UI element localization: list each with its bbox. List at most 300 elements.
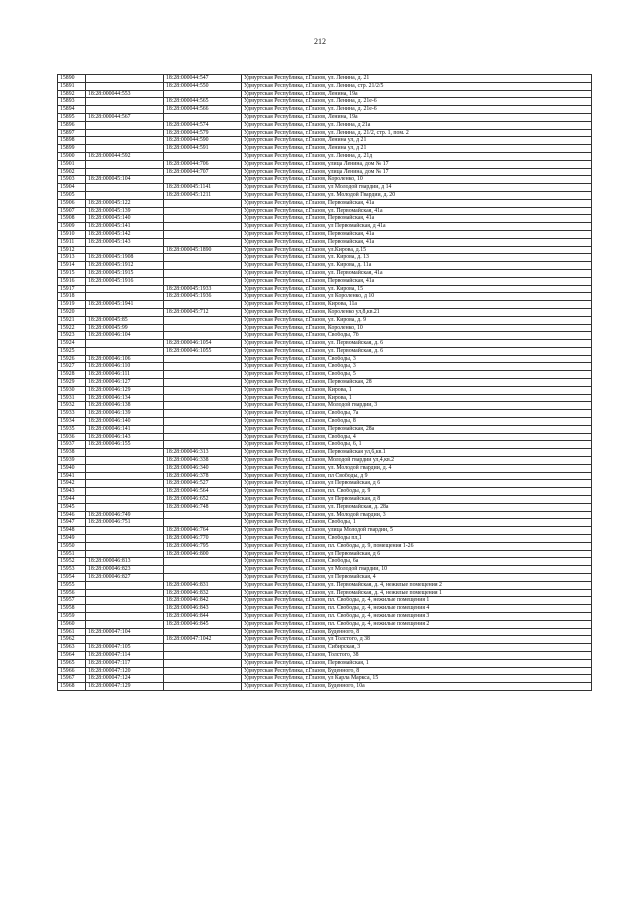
row-number-cell: 15899	[58, 145, 86, 153]
address-cell: Удмуртская Республика, г.Глазов, пл. Свободы, д. 4, нежилые помещения 4	[242, 605, 592, 613]
table-row	[58, 129, 592, 137]
address-cell: Удмуртская Республика, г.Глазов, Кирова, 1	[242, 394, 592, 402]
row-number-cell: 15952	[58, 558, 86, 566]
address-cell: Удмуртская Республика, г.Глазов, ул. Ленина, д. 21д	[242, 152, 592, 160]
address-cell: Удмуртская Республика, г.Глазов, ул. Ленина, д 21а	[242, 121, 592, 129]
row-number-cell: 15965	[58, 659, 86, 667]
building-cadastral-number-cell: 18:28:000046:832	[164, 589, 242, 597]
land-cadastral-number-cell	[86, 605, 164, 613]
land-cadastral-number-cell	[86, 145, 164, 153]
address-cell: Удмуртская Республика, г.Глазов, ул Молодой гвардии, д 14	[242, 184, 592, 192]
address-cell: Удмуртская Республика, г.Глазов, Свободы, 7а	[242, 410, 592, 418]
land-cadastral-number-cell: 18:28:000045:142	[86, 230, 164, 238]
row-number-cell: 15955	[58, 581, 86, 589]
address-cell: Удмуртская Республика, г.Глазов, Свободы, 5	[242, 371, 592, 379]
table-row	[58, 75, 592, 83]
table-row	[58, 558, 592, 566]
land-cadastral-number-cell	[86, 550, 164, 558]
address-cell: Удмуртская Республика, г.Глазов, ул Карла Маркса, 15	[242, 675, 592, 683]
land-cadastral-number-cell: 18:28:000047:124	[86, 675, 164, 683]
land-cadastral-number-cell	[86, 285, 164, 293]
building-cadastral-number-cell	[164, 441, 242, 449]
land-cadastral-number-cell	[86, 620, 164, 628]
row-number-cell: 15957	[58, 597, 86, 605]
land-cadastral-number-cell	[86, 98, 164, 106]
table-row	[58, 347, 592, 355]
building-cadastral-number-cell	[164, 254, 242, 262]
row-number-cell: 15908	[58, 215, 86, 223]
building-cadastral-number-cell	[164, 199, 242, 207]
row-number-cell: 15958	[58, 605, 86, 613]
building-cadastral-number-cell: 18:28:000046:770	[164, 535, 242, 543]
building-cadastral-number-cell: 18:28:000045:712	[164, 308, 242, 316]
row-number-cell: 15964	[58, 651, 86, 659]
table-row	[58, 511, 592, 519]
land-cadastral-number-cell: 18:28:000046:138	[86, 402, 164, 410]
building-cadastral-number-cell	[164, 651, 242, 659]
land-cadastral-number-cell: 18:28:000045:122	[86, 199, 164, 207]
address-cell: Удмуртская Республика, г.Глазов, ул. Кирова, 15	[242, 285, 592, 293]
row-number-cell: 15966	[58, 667, 86, 675]
land-cadastral-number-cell	[86, 293, 164, 301]
land-cadastral-number-cell	[86, 75, 164, 83]
table-row	[58, 449, 592, 457]
table-body	[58, 75, 592, 691]
table-row	[58, 527, 592, 535]
address-cell: Удмуртская Республика, г.Глазов, ул.Кирова, д.15	[242, 246, 592, 254]
row-number-cell: 15959	[58, 612, 86, 620]
land-cadastral-number-cell	[86, 347, 164, 355]
table-row	[58, 379, 592, 387]
row-number-cell: 15933	[58, 410, 86, 418]
table-row	[58, 659, 592, 667]
land-cadastral-number-cell: 18:28:000047:120	[86, 667, 164, 675]
building-cadastral-number-cell: 18:28:000044:706	[164, 160, 242, 168]
table-row	[58, 581, 592, 589]
address-cell: Удмуртская Республика, г.Глазов, Первомайская, 41а	[242, 238, 592, 246]
table-row	[58, 371, 592, 379]
table-row	[58, 542, 592, 550]
building-cadastral-number-cell	[164, 402, 242, 410]
building-cadastral-number-cell	[164, 332, 242, 340]
building-cadastral-number-cell	[164, 113, 242, 121]
building-cadastral-number-cell	[164, 628, 242, 636]
building-cadastral-number-cell	[164, 566, 242, 574]
address-cell: Удмуртская Республика, г.Глазов, Короленко ул,8,кв.21	[242, 308, 592, 316]
building-cadastral-number-cell	[164, 355, 242, 363]
building-cadastral-number-cell	[164, 269, 242, 277]
address-cell: Удмуртская Республика, г.Глазов, Свободы, 4	[242, 433, 592, 441]
table-row	[58, 636, 592, 644]
table-row	[58, 246, 592, 254]
land-cadastral-number-cell: 18:28:000044:553	[86, 90, 164, 98]
building-cadastral-number-cell: 18:28:000046:313	[164, 449, 242, 457]
building-cadastral-number-cell: 18:28:000046:564	[164, 488, 242, 496]
land-cadastral-number-cell	[86, 535, 164, 543]
building-cadastral-number-cell	[164, 379, 242, 387]
row-number-cell: 15931	[58, 394, 86, 402]
row-number-cell: 15924	[58, 340, 86, 348]
row-number-cell: 15896	[58, 121, 86, 129]
land-cadastral-number-cell: 18:28:000047:114	[86, 651, 164, 659]
address-cell: Удмуртская Республика, г.Глазов, Ленина, 19а	[242, 90, 592, 98]
address-cell: Удмуртская Республика, г.Глазов, Буденного, 8	[242, 628, 592, 636]
row-number-cell: 15926	[58, 355, 86, 363]
row-number-cell: 15939	[58, 457, 86, 465]
address-cell: Удмуртская Республика, г.Глазов, пл. Свободы, д. 4, нежилые помещения 1	[242, 597, 592, 605]
building-cadastral-number-cell	[164, 418, 242, 426]
table-row	[58, 199, 592, 207]
table-row	[58, 566, 592, 574]
building-cadastral-number-cell: 18:28:000046:843	[164, 605, 242, 613]
building-cadastral-number-cell	[164, 207, 242, 215]
table-row	[58, 355, 592, 363]
address-cell: Удмуртская Республика, г.Глазов, ул. Кирова, д. 11а	[242, 262, 592, 270]
building-cadastral-number-cell: 18:28:000045:1141	[164, 184, 242, 192]
table-row	[58, 301, 592, 309]
row-number-cell: 15942	[58, 480, 86, 488]
building-cadastral-number-cell: 18:28:000047:1042	[164, 636, 242, 644]
table-row	[58, 230, 592, 238]
address-cell: Удмуртская Республика, г.Глазов, ул. Первомайская, д. 28а	[242, 503, 592, 511]
row-number-cell: 15950	[58, 542, 86, 550]
land-cadastral-number-cell: 18:28:000046:823	[86, 566, 164, 574]
table-row	[58, 394, 592, 402]
address-cell: Удмуртская Республика, г.Глазов, пл. Свободы, д. 9, помещения 1-26	[242, 542, 592, 550]
address-cell: Удмуртская Республика, г.Глазов, Толстого, 38	[242, 651, 592, 659]
land-cadastral-number-cell: 18:28:000046:749	[86, 511, 164, 519]
table-row	[58, 433, 592, 441]
land-cadastral-number-cell	[86, 160, 164, 168]
table-row	[58, 410, 592, 418]
building-cadastral-number-cell: 18:28:000044:565	[164, 98, 242, 106]
address-cell: Удмуртская Республика, г.Глазов, Сибирская, 3	[242, 644, 592, 652]
land-cadastral-number-cell	[86, 308, 164, 316]
building-cadastral-number-cell	[164, 316, 242, 324]
address-cell: Удмуртская Республика, г.Глазов, ул. Первомайская, д. 6	[242, 347, 592, 355]
address-cell: Удмуртская Республика, г.Глазов, Свободы пл,1	[242, 535, 592, 543]
building-cadastral-number-cell	[164, 262, 242, 270]
land-cadastral-number-cell	[86, 480, 164, 488]
table-row	[58, 98, 592, 106]
land-cadastral-number-cell: 18:28:000046:155	[86, 441, 164, 449]
land-cadastral-number-cell	[86, 457, 164, 465]
address-cell: Удмуртская Республика, г.Глазов, ул Молодой гвардии, 10	[242, 566, 592, 574]
address-cell: Удмуртская Республика, г.Глазов, Молодой гвардии ул,4,кв.2	[242, 457, 592, 465]
row-number-cell: 15947	[58, 519, 86, 527]
table-row	[58, 363, 592, 371]
address-cell: Удмуртская Республика, г.Глазов, ул. Ленина, д. 21е-6	[242, 106, 592, 114]
building-cadastral-number-cell	[164, 659, 242, 667]
land-cadastral-number-cell: 18:28:000045:139	[86, 207, 164, 215]
table-row	[58, 254, 592, 262]
row-number-cell: 15923	[58, 332, 86, 340]
land-cadastral-number-cell: 18:28:000046:141	[86, 425, 164, 433]
row-number-cell: 15949	[58, 535, 86, 543]
row-number-cell: 15930	[58, 386, 86, 394]
land-cadastral-number-cell	[86, 191, 164, 199]
table-row	[58, 519, 592, 527]
address-cell: Удмуртская Республика, г.Глазов, Первомайская, 28а	[242, 425, 592, 433]
building-cadastral-number-cell	[164, 683, 242, 691]
row-number-cell: 15934	[58, 418, 86, 426]
table-row	[58, 488, 592, 496]
row-number-cell: 15929	[58, 379, 86, 387]
row-number-cell: 15954	[58, 574, 86, 582]
building-cadastral-number-cell: 18:28:000044:590	[164, 137, 242, 145]
row-number-cell: 15890	[58, 75, 86, 83]
building-cadastral-number-cell: 18:28:000046:800	[164, 550, 242, 558]
address-cell: Удмуртская Республика, г.Глазов, ул Короленко, д 10	[242, 293, 592, 301]
address-cell: Удмуртская Республика, г.Глазов, Первомайская, 41а	[242, 215, 592, 223]
land-cadastral-number-cell	[86, 503, 164, 511]
land-cadastral-number-cell	[86, 129, 164, 137]
building-cadastral-number-cell	[164, 371, 242, 379]
address-cell: Удмуртская Республика, г.Глазов, Первомайская, 1	[242, 659, 592, 667]
land-cadastral-number-cell	[86, 597, 164, 605]
land-cadastral-number-cell: 18:28:000045:1916	[86, 277, 164, 285]
row-number-cell: 15938	[58, 449, 86, 457]
table-row	[58, 472, 592, 480]
table-row	[58, 113, 592, 121]
row-number-cell: 15920	[58, 308, 86, 316]
table-row	[58, 277, 592, 285]
address-cell: Удмуртская Республика, г.Глазов, Короленко, 10	[242, 324, 592, 332]
land-cadastral-number-cell	[86, 527, 164, 535]
land-cadastral-number-cell: 18:28:000046:106	[86, 355, 164, 363]
building-cadastral-number-cell	[164, 301, 242, 309]
table-row	[58, 285, 592, 293]
land-cadastral-number-cell	[86, 121, 164, 129]
row-number-cell: 15932	[58, 402, 86, 410]
building-cadastral-number-cell: 18:28:000045:1933	[164, 285, 242, 293]
row-number-cell: 15901	[58, 160, 86, 168]
table-row	[58, 184, 592, 192]
row-number-cell: 15918	[58, 293, 86, 301]
building-cadastral-number-cell	[164, 519, 242, 527]
building-cadastral-number-cell: 18:28:000046:795	[164, 542, 242, 550]
row-number-cell: 15917	[58, 285, 86, 293]
building-cadastral-number-cell: 18:28:000046:338	[164, 457, 242, 465]
building-cadastral-number-cell: 18:28:000045:1211	[164, 191, 242, 199]
table-row	[58, 191, 592, 199]
table-row	[58, 425, 592, 433]
row-number-cell: 15935	[58, 425, 86, 433]
table-row	[58, 457, 592, 465]
table-row	[58, 503, 592, 511]
row-number-cell: 15904	[58, 184, 86, 192]
address-cell: Удмуртская Республика, г.Глазов, ул. Первомайская, 41а	[242, 207, 592, 215]
row-number-cell: 15960	[58, 620, 86, 628]
table-row	[58, 262, 592, 270]
table-row	[58, 480, 592, 488]
address-cell: Удмуртская Республика, г.Глазов, ул. Первомайская, д. 6	[242, 340, 592, 348]
row-number-cell: 15910	[58, 230, 86, 238]
land-cadastral-number-cell	[86, 340, 164, 348]
address-cell: Удмуртская Республика, г.Глазов, пл. Свободы, д. 4, нежилые помещения 2	[242, 620, 592, 628]
table-row	[58, 238, 592, 246]
row-number-cell: 15892	[58, 90, 86, 98]
row-number-cell: 15893	[58, 98, 86, 106]
row-number-cell: 15913	[58, 254, 86, 262]
land-cadastral-number-cell: 18:28:000045:1908	[86, 254, 164, 262]
table-row	[58, 612, 592, 620]
address-cell: Удмуртская Республика, г.Глазов, Первомайская, 41а	[242, 199, 592, 207]
land-cadastral-number-cell: 18:28:000044:592	[86, 152, 164, 160]
row-number-cell: 15905	[58, 191, 86, 199]
building-cadastral-number-cell: 18:28:000046:1055	[164, 347, 242, 355]
address-cell: Удмуртская Республика, г.Глазов, ул. Ленина, д. 21е-6	[242, 98, 592, 106]
land-cadastral-number-cell	[86, 472, 164, 480]
table-row	[58, 176, 592, 184]
building-cadastral-number-cell: 18:28:000046:652	[164, 496, 242, 504]
table-row	[58, 106, 592, 114]
land-cadastral-number-cell: 18:28:000047:105	[86, 644, 164, 652]
row-number-cell: 15911	[58, 238, 86, 246]
address-cell: Удмуртская Республика, г.Глазов, ул Первомайская, д 6	[242, 480, 592, 488]
address-cell: Удмуртская Республика, г.Глазов, ул. Ленина, стр. 21/2/5	[242, 82, 592, 90]
address-cell: Удмуртская Республика, г.Глазов, ул. Молодой Гвардии, д. 20	[242, 191, 592, 199]
address-cell: Удмуртская Республика, г.Глазов, улица Молодой гвардии, 5	[242, 527, 592, 535]
land-cadastral-number-cell: 18:28:000045:1915	[86, 269, 164, 277]
building-cadastral-number-cell: 18:28:000046:831	[164, 581, 242, 589]
address-cell: Удмуртская Республика, г.Глазов, ул. Первомайская, 41а	[242, 269, 592, 277]
building-cadastral-number-cell	[164, 90, 242, 98]
building-cadastral-number-cell: 18:28:000044:591	[164, 145, 242, 153]
table-row	[58, 145, 592, 153]
row-number-cell: 15922	[58, 324, 86, 332]
land-cadastral-number-cell: 18:28:000047:104	[86, 628, 164, 636]
address-cell: Удмуртская Республика, г.Глазов, Кирова, 1	[242, 386, 592, 394]
row-number-cell: 15967	[58, 675, 86, 683]
table-row	[58, 386, 592, 394]
table-row	[58, 550, 592, 558]
land-cadastral-number-cell: 18:28:000046:140	[86, 418, 164, 426]
address-cell: Удмуртская Республика, г.Глазов, ул. Молодой гвардии, 3	[242, 511, 592, 519]
row-number-cell: 15907	[58, 207, 86, 215]
land-cadastral-number-cell: 18:28:000046:134	[86, 394, 164, 402]
table-row	[58, 683, 592, 691]
table-row	[58, 137, 592, 145]
address-cell: Удмуртская Республика, г.Глазов, Свободы, 8	[242, 418, 592, 426]
table-row	[58, 215, 592, 223]
row-number-cell: 15891	[58, 82, 86, 90]
address-cell: Удмуртская Республика, г.Глазов, ул. Первомайская, д. 4, нежилые помещения 2	[242, 581, 592, 589]
land-cadastral-number-cell: 18:28:000046:110	[86, 363, 164, 371]
land-cadastral-number-cell	[86, 449, 164, 457]
land-cadastral-number-cell	[86, 589, 164, 597]
land-cadastral-number-cell: 18:28:000046:143	[86, 433, 164, 441]
row-number-cell: 15903	[58, 176, 86, 184]
building-cadastral-number-cell: 18:28:000046:378	[164, 472, 242, 480]
building-cadastral-number-cell	[164, 425, 242, 433]
building-cadastral-number-cell: 18:28:000044:707	[164, 168, 242, 176]
building-cadastral-number-cell	[164, 363, 242, 371]
building-cadastral-number-cell	[164, 215, 242, 223]
address-cell: Удмуртская Республика, г.Глазов, пл Свободы, д 9	[242, 472, 592, 480]
land-cadastral-number-cell	[86, 184, 164, 192]
building-cadastral-number-cell: 18:28:000044:574	[164, 121, 242, 129]
table-row	[58, 496, 592, 504]
land-cadastral-number-cell	[86, 464, 164, 472]
building-cadastral-number-cell: 18:28:000045:1890	[164, 246, 242, 254]
land-cadastral-number-cell: 18:28:000046:127	[86, 379, 164, 387]
row-number-cell: 15962	[58, 636, 86, 644]
table-row	[58, 340, 592, 348]
address-cell: Удмуртская Республика, г.Глазов, Свободы, 6, 1	[242, 441, 592, 449]
building-cadastral-number-cell	[164, 230, 242, 238]
building-cadastral-number-cell	[164, 675, 242, 683]
address-cell: Удмуртская Республика, г.Глазов, Свободы, 3	[242, 363, 592, 371]
building-cadastral-number-cell	[164, 574, 242, 582]
land-cadastral-number-cell: 18:28:000045:99	[86, 324, 164, 332]
table-row	[58, 464, 592, 472]
row-number-cell: 15902	[58, 168, 86, 176]
table-row	[58, 651, 592, 659]
row-number-cell: 15895	[58, 113, 86, 121]
building-cadastral-number-cell	[164, 667, 242, 675]
row-number-cell: 15943	[58, 488, 86, 496]
land-cadastral-number-cell: 18:28:000045:85	[86, 316, 164, 324]
table-row	[58, 628, 592, 636]
land-cadastral-number-cell	[86, 246, 164, 254]
building-cadastral-number-cell	[164, 238, 242, 246]
table-row	[58, 121, 592, 129]
land-cadastral-number-cell: 18:28:000047:129	[86, 683, 164, 691]
table-row	[58, 418, 592, 426]
table-row	[58, 574, 592, 582]
address-cell: Удмуртская Республика, г.Глазов, Первомайская, 41а	[242, 277, 592, 285]
address-cell: Удмуртская Республика, г.Глазов, Первомайская, 41а	[242, 230, 592, 238]
row-number-cell: 15906	[58, 199, 86, 207]
land-cadastral-number-cell: 18:28:000046:751	[86, 519, 164, 527]
land-cadastral-number-cell: 18:28:000045:1941	[86, 301, 164, 309]
land-cadastral-number-cell: 18:28:000046:129	[86, 386, 164, 394]
row-number-cell: 15898	[58, 137, 86, 145]
building-cadastral-number-cell: 18:28:000044:579	[164, 129, 242, 137]
land-cadastral-number-cell: 18:28:000046:104	[86, 332, 164, 340]
building-cadastral-number-cell	[164, 176, 242, 184]
address-cell: Удмуртская Республика, г.Глазов, Молодой гвардии, 3	[242, 402, 592, 410]
table-row	[58, 441, 592, 449]
address-cell: Удмуртская Республика, г.Глазов, Ленина, 19а	[242, 113, 592, 121]
building-cadastral-number-cell: 18:28:000046:527	[164, 480, 242, 488]
building-cadastral-number-cell	[164, 223, 242, 231]
row-number-cell: 15968	[58, 683, 86, 691]
address-cell: Удмуртская Республика, г.Глазов, Буденного, 10а	[242, 683, 592, 691]
address-cell: Удмуртская Республика, г.Глазов, ул Первомайская, д 41а	[242, 223, 592, 231]
building-cadastral-number-cell	[164, 410, 242, 418]
building-cadastral-number-cell	[164, 644, 242, 652]
address-cell: Удмуртская Республика, г.Глазов, Ленина ул, д 21	[242, 145, 592, 153]
row-number-cell: 15944	[58, 496, 86, 504]
row-number-cell: 15946	[58, 511, 86, 519]
address-cell: Удмуртская Республика, г.Глазов, ул Первомайская, д 8	[242, 496, 592, 504]
land-cadastral-number-cell	[86, 581, 164, 589]
table-row	[58, 269, 592, 277]
row-number-cell: 15956	[58, 589, 86, 597]
row-number-cell: 15951	[58, 550, 86, 558]
land-cadastral-number-cell	[86, 168, 164, 176]
building-cadastral-number-cell: 18:28:000046:842	[164, 597, 242, 605]
table-row	[58, 316, 592, 324]
land-cadastral-number-cell: 18:28:000045:143	[86, 238, 164, 246]
land-cadastral-number-cell: 18:28:000046:813	[86, 558, 164, 566]
address-cell: Удмуртская Республика, г.Глазов, пл. Свободы, д. 9	[242, 488, 592, 496]
table-row	[58, 223, 592, 231]
land-cadastral-number-cell: 18:28:000044:567	[86, 113, 164, 121]
land-cadastral-number-cell: 18:28:000045:1912	[86, 262, 164, 270]
